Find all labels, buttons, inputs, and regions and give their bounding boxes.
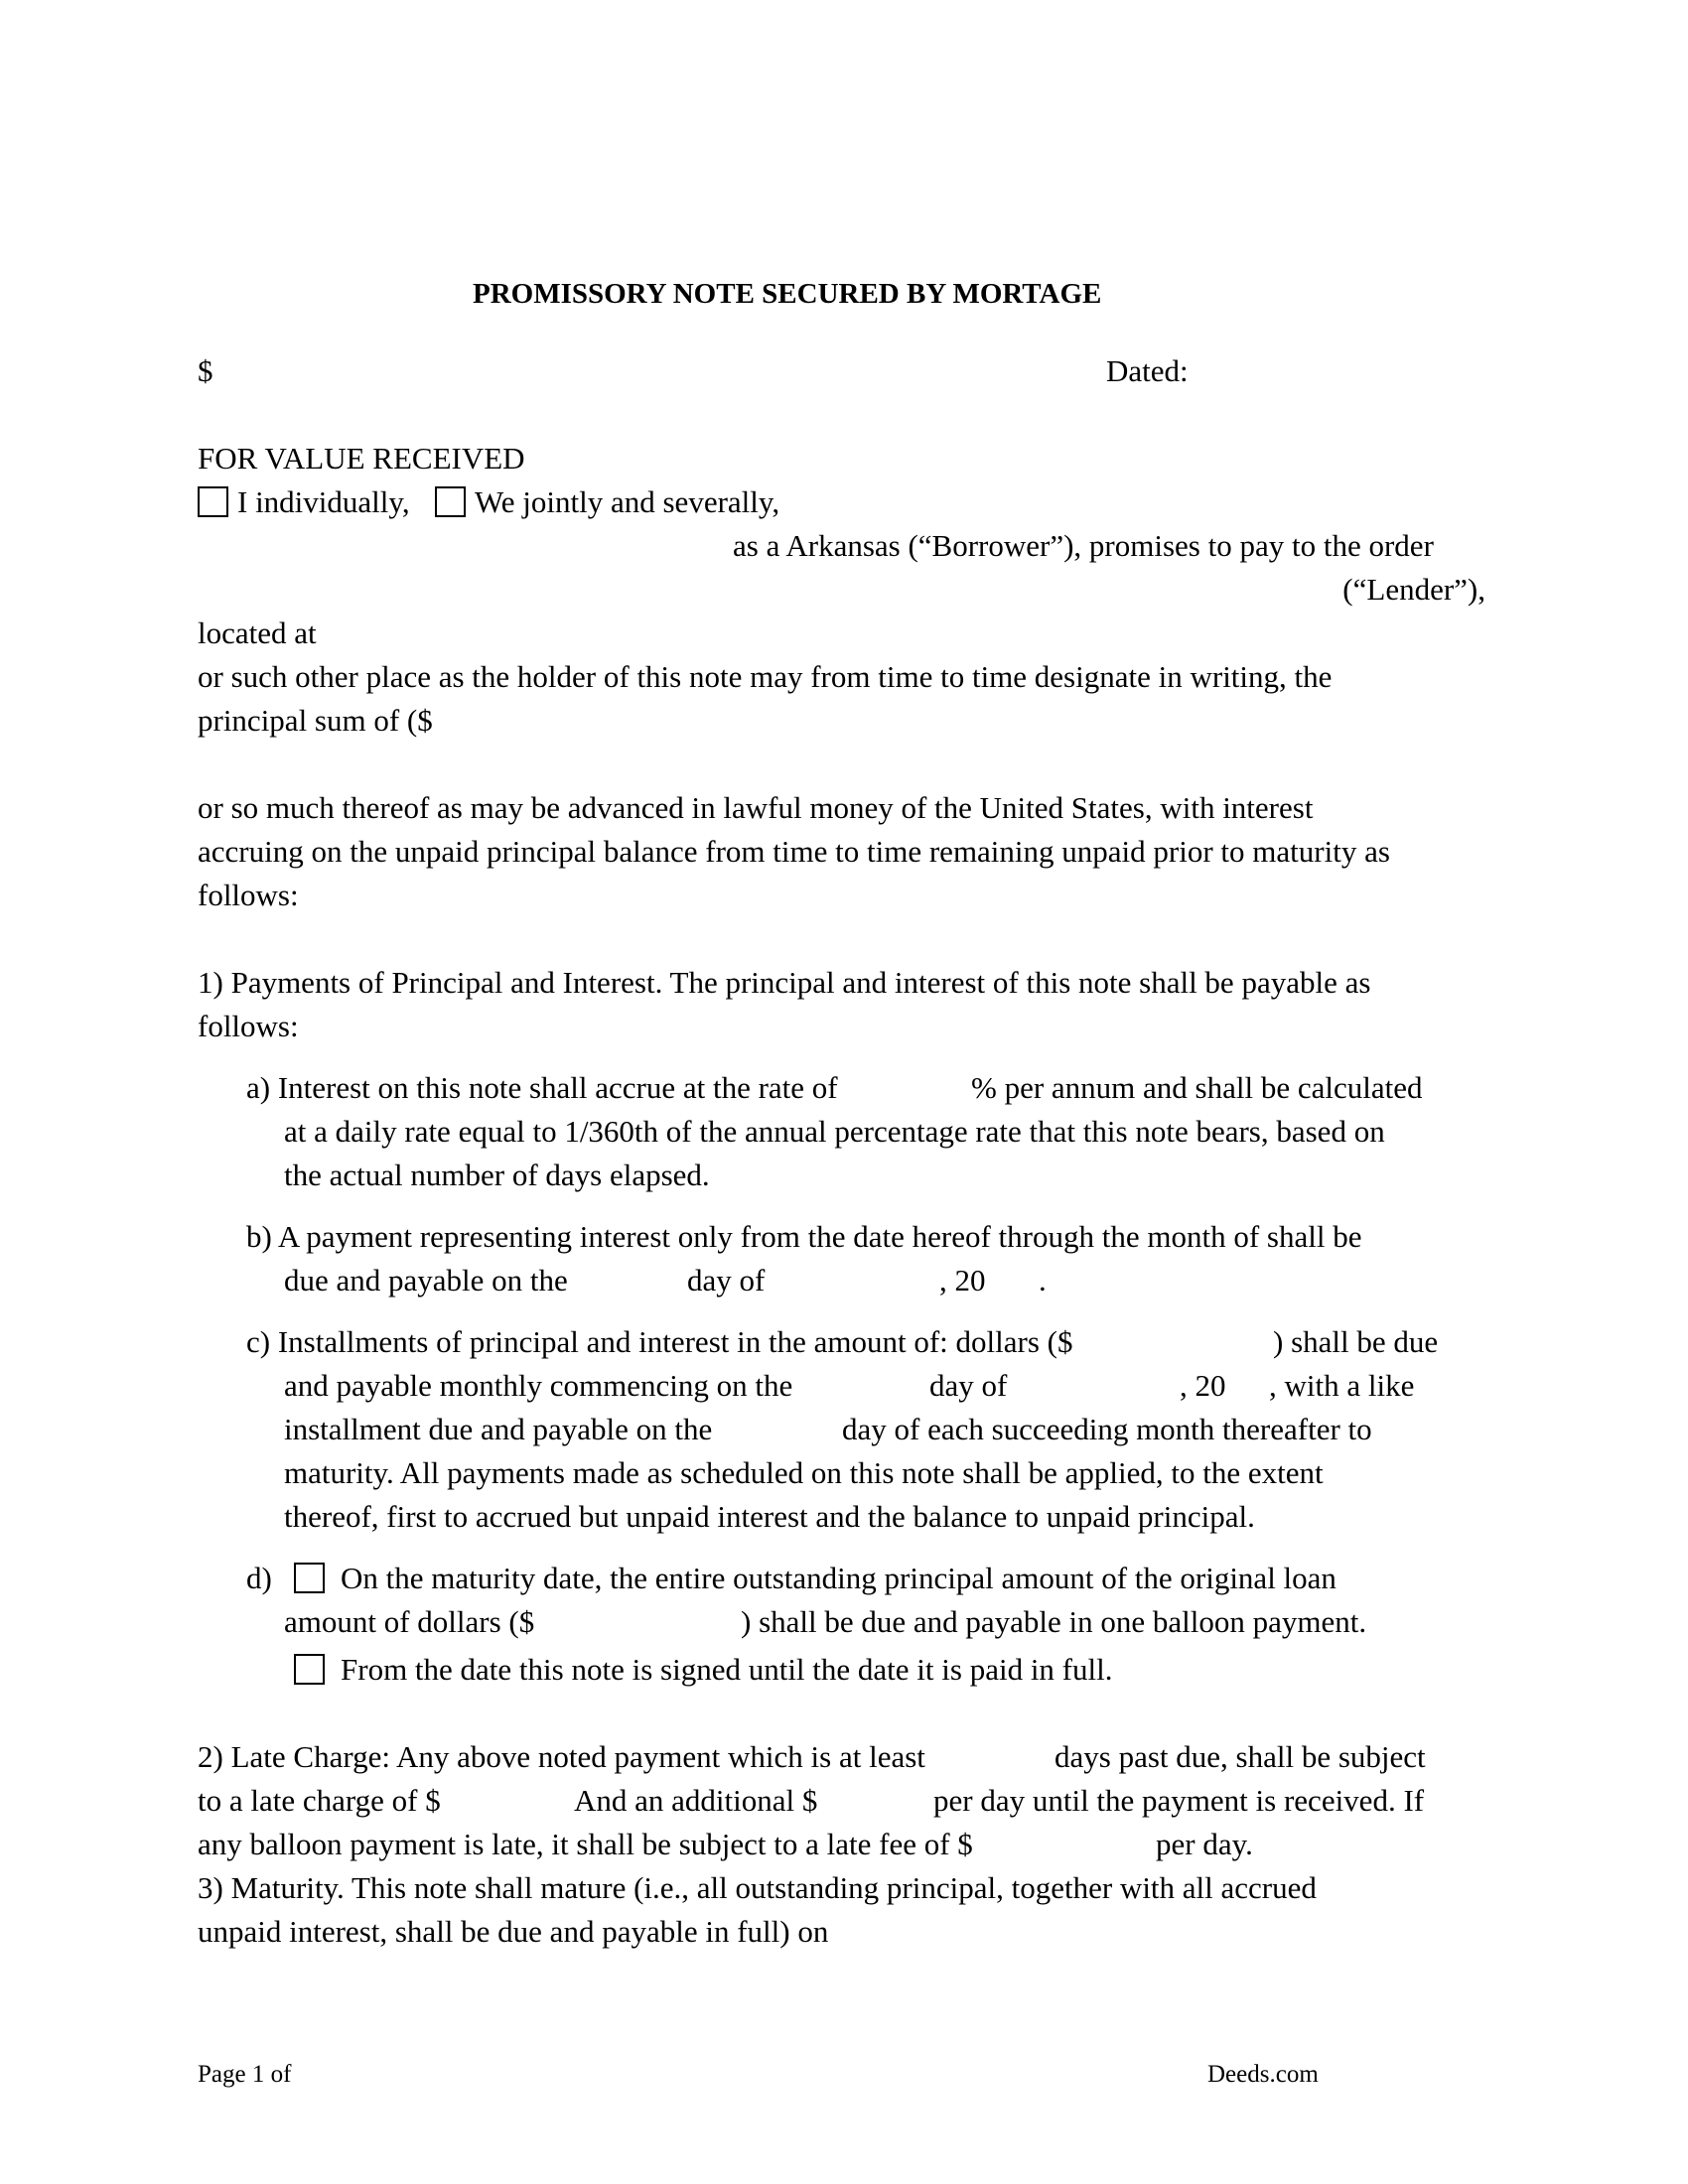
footer-site: Deeds.com	[1207, 2061, 1319, 2088]
clause-c-line-2-year: , 20	[1180, 1368, 1226, 1403]
dated-label: Dated:	[1106, 353, 1189, 388]
clause-b-year: , 20	[939, 1263, 986, 1297]
clause-a-line-3: the actual number of days elapsed.	[284, 1158, 710, 1192]
section3-line-2: unpaid interest, shall be due and payable in full) on	[198, 1914, 829, 1949]
clause-c-line-2-start: and payable monthly commencing on the	[284, 1368, 793, 1403]
section3-line-1: 3) Maturity. This note shall mature (i.e., all outstanding principal, together with all accrued	[198, 1870, 1317, 1905]
clause-c-line-4: maturity. All payments made as scheduled on this note shall be applied, to the extent	[284, 1455, 1324, 1490]
amount-symbol: $	[198, 353, 213, 388]
principal-sum: principal sum of ($	[198, 703, 433, 738]
located-at: located at	[198, 615, 317, 650]
section2-line-2-mid: And an additional $	[574, 1783, 818, 1818]
clause-b-due-label: due and payable on the	[284, 1263, 568, 1297]
signed-until-paid-checkbox[interactable]	[294, 1654, 325, 1685]
clause-c-line-2-end: , with a like	[1269, 1368, 1415, 1403]
jointly-checkbox[interactable]	[435, 486, 466, 517]
section2-line-2-end: per day until the payment is received. If	[933, 1783, 1425, 1818]
clause-b-day-of: day of	[687, 1263, 766, 1297]
jointly-label: We jointly and severally,	[475, 484, 780, 519]
clause-c-line-1-end: ) shall be due	[1273, 1324, 1439, 1359]
clause-a-line-1-start: a) Interest on this note shall accrue at the rate of	[246, 1070, 838, 1105]
section1-line-1: 1) Payments of Principal and Interest. The principal and interest of this note shall be payable as	[198, 965, 1371, 1000]
clause-d-option-1-line-2-end: ) shall be due and payable in one balloon payment.	[741, 1604, 1367, 1639]
document-title: PROMISSORY NOTE SECURED BY MORTAGE	[473, 278, 1102, 310]
clause-c-line-3-start: installment due and payable on the	[284, 1412, 713, 1446]
section1-line-2: follows:	[198, 1009, 299, 1043]
clause-c-line-2-day-of: day of	[929, 1368, 1008, 1403]
lawful-money-line-1: or so much thereof as may be advanced in lawful money of the United States, with interest	[198, 790, 1314, 825]
balloon-payment-checkbox[interactable]	[294, 1563, 325, 1593]
footer-page-number: Page 1 of	[198, 2061, 292, 2088]
clause-d-option-1-line-2-start: amount of dollars ($	[284, 1604, 535, 1639]
clause-c-line-1-start: c) Installments of principal and interest in the amount of: dollars ($	[246, 1324, 1073, 1359]
clause-d-label: d)	[246, 1561, 272, 1595]
clause-b-line-1: b) A payment representing interest only from the date hereof through the month of shall be	[246, 1219, 1362, 1254]
lawful-money-line-3: follows:	[198, 878, 299, 912]
section2-line-3-end: per day.	[1156, 1827, 1253, 1861]
section2-line-2-start: to a late charge of $	[198, 1783, 441, 1818]
clause-d-option-2: From the date this note is signed until the date it is paid in full.	[341, 1652, 1113, 1687]
clause-a-line-1-end: % per annum and shall be calculated	[971, 1070, 1423, 1105]
other-place-line: or such other place as the holder of this note may from time to time designate in writing, the	[198, 659, 1333, 694]
lawful-money-line-2: accruing on the unpaid principal balance from time to time remaining unpaid prior to maturity as	[198, 834, 1390, 869]
section2-line-3-start: any balloon payment is late, it shall be subject to a late fee of $	[198, 1827, 973, 1861]
clause-c-line-3-end: day of each succeeding month thereafter to	[842, 1412, 1372, 1446]
clause-d-option-1-line-1: On the maturity date, the entire outstanding principal amount of the original loan	[341, 1561, 1336, 1595]
clause-b-period: .	[1039, 1263, 1047, 1297]
individually-checkbox[interactable]	[198, 486, 228, 517]
for-value-received: FOR VALUE RECEIVED	[198, 441, 525, 476]
individually-label: I individually,	[237, 484, 410, 519]
clause-c-line-5: thereof, first to accrued but unpaid interest and the balance to unpaid principal.	[284, 1499, 1255, 1534]
borrower-line: as a Arkansas (“Borrower”), promises to pay to the order	[733, 528, 1434, 563]
section2-line-1-start: 2) Late Charge: Any above noted payment which is at least	[198, 1739, 925, 1774]
section2-line-1-end: days past due, shall be subject	[1055, 1739, 1426, 1774]
clause-a-line-2: at a daily rate equal to 1/360th of the annual percentage rate that this note bears, based on	[284, 1114, 1385, 1149]
lender-line: (“Lender”),	[1342, 572, 1485, 607]
